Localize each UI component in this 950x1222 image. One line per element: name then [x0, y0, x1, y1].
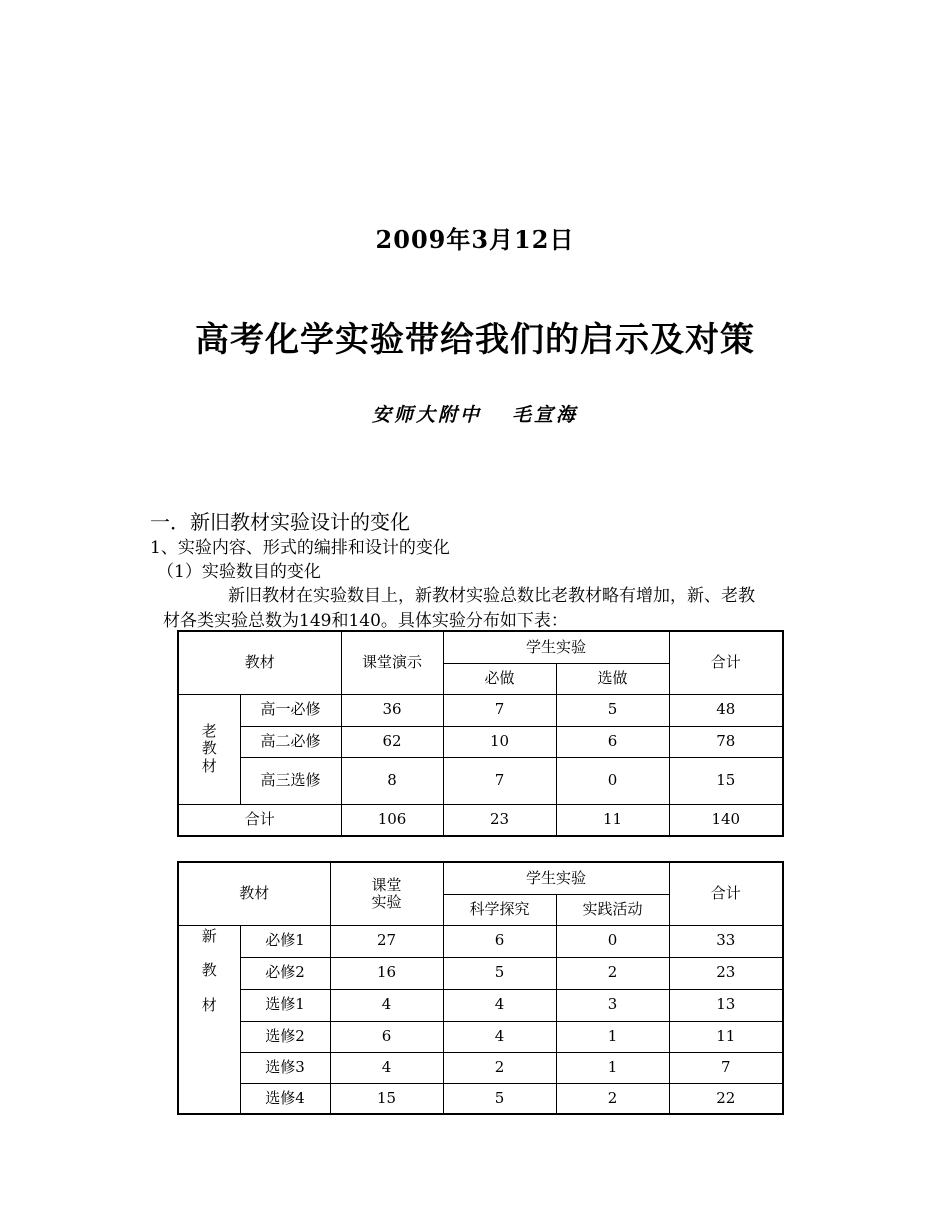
group-label-old: 老 教 材 [178, 694, 240, 804]
document-date: 2009年3月12日 [375, 225, 575, 254]
cell-practice: 3 [556, 989, 669, 1021]
table-sum-row [178, 804, 783, 836]
cell-total: 7 [669, 1052, 783, 1083]
header-total: 合计 [669, 631, 783, 694]
header-material: 教材 [178, 862, 330, 925]
cell-required: 7 [443, 757, 556, 804]
cell-total: 15 [669, 757, 783, 804]
table-row [178, 957, 783, 989]
item-heading: （1）实验数目的变化 [157, 562, 321, 582]
cell-demo: 27 [330, 925, 443, 957]
sum-label: 合计 [178, 804, 341, 836]
cell-practice: 2 [556, 1083, 669, 1114]
author-name: 毛宣海 [512, 404, 579, 426]
sum-total: 140 [669, 804, 783, 836]
cell-inquiry: 4 [443, 1021, 556, 1052]
cell-inquiry: 5 [443, 1083, 556, 1114]
header-demo: 课堂演示 [341, 631, 443, 694]
header-practice: 实践活动 [556, 894, 669, 925]
cell-demo: 62 [341, 726, 443, 757]
cell-total: 11 [669, 1021, 783, 1052]
cell-optional: 5 [556, 694, 669, 726]
document-title: 高考化学实验带给我们的启示及对策 [195, 320, 755, 360]
cell-demo: 4 [330, 989, 443, 1021]
row-name: 高三选修 [240, 757, 341, 804]
row-name: 高一必修 [240, 694, 341, 726]
header-student-experiment: 学生实验 [443, 631, 669, 663]
author-school: 安师大附中 [371, 404, 482, 426]
paragraph-line-1: 新旧教材在实验数目上，新教材实验总数比老教材略有增加，新、老教 [228, 586, 755, 606]
row-name: 必修1 [240, 925, 330, 957]
row-name: 必修2 [240, 957, 330, 989]
header-demo: 课堂 实验 [330, 862, 443, 925]
table-row [178, 726, 783, 757]
author-line [0, 400, 950, 427]
row-name: 选修3 [240, 1052, 330, 1083]
cell-total: 48 [669, 694, 783, 726]
subsection-heading: 1、实验内容、形式的编排和设计的变化 [150, 538, 450, 558]
cell-demo: 36 [341, 694, 443, 726]
sum-demo: 106 [341, 804, 443, 836]
sum-required: 23 [443, 804, 556, 836]
cell-required: 10 [443, 726, 556, 757]
cell-practice: 0 [556, 925, 669, 957]
header-material: 教材 [178, 631, 341, 694]
paragraph-line-2: 材各类实验总数为149和140。具体实验分布如下表： [163, 611, 568, 631]
section-heading: 一．新旧教材实验设计的变化 [150, 510, 410, 534]
table-row [178, 989, 783, 1021]
cell-optional: 0 [556, 757, 669, 804]
cell-demo: 15 [330, 1083, 443, 1114]
table-row [178, 925, 783, 957]
table-row [178, 694, 783, 726]
cell-inquiry: 2 [443, 1052, 556, 1083]
table-row [178, 757, 783, 804]
group-label-new: 新 教 材 [178, 925, 240, 1114]
cell-total: 22 [669, 1083, 783, 1114]
row-name: 选修1 [240, 989, 330, 1021]
row-name: 高二必修 [240, 726, 341, 757]
cell-optional: 6 [556, 726, 669, 757]
cell-practice: 1 [556, 1021, 669, 1052]
row-name: 选修4 [240, 1083, 330, 1114]
header-student-experiment: 学生实验 [443, 862, 669, 894]
row-name: 选修2 [240, 1021, 330, 1052]
header-inquiry: 科学探究 [443, 894, 556, 925]
cell-inquiry: 6 [443, 925, 556, 957]
cell-demo: 8 [341, 757, 443, 804]
cell-total: 13 [669, 989, 783, 1021]
cell-total: 33 [669, 925, 783, 957]
old-textbook-table [177, 630, 784, 837]
cell-practice: 2 [556, 957, 669, 989]
table-row [178, 1021, 783, 1052]
cell-required: 7 [443, 694, 556, 726]
new-textbook-table [177, 861, 784, 1115]
header-total: 合计 [669, 862, 783, 925]
cell-total: 23 [669, 957, 783, 989]
cell-practice: 1 [556, 1052, 669, 1083]
table-row [178, 1052, 783, 1083]
header-required: 必做 [443, 663, 556, 694]
sum-optional: 11 [556, 804, 669, 836]
table-row [178, 1083, 783, 1114]
header-optional: 选做 [556, 663, 669, 694]
cell-demo: 6 [330, 1021, 443, 1052]
cell-demo: 16 [330, 957, 443, 989]
cell-inquiry: 4 [443, 989, 556, 1021]
cell-total: 78 [669, 726, 783, 757]
cell-inquiry: 5 [443, 957, 556, 989]
cell-demo: 4 [330, 1052, 443, 1083]
